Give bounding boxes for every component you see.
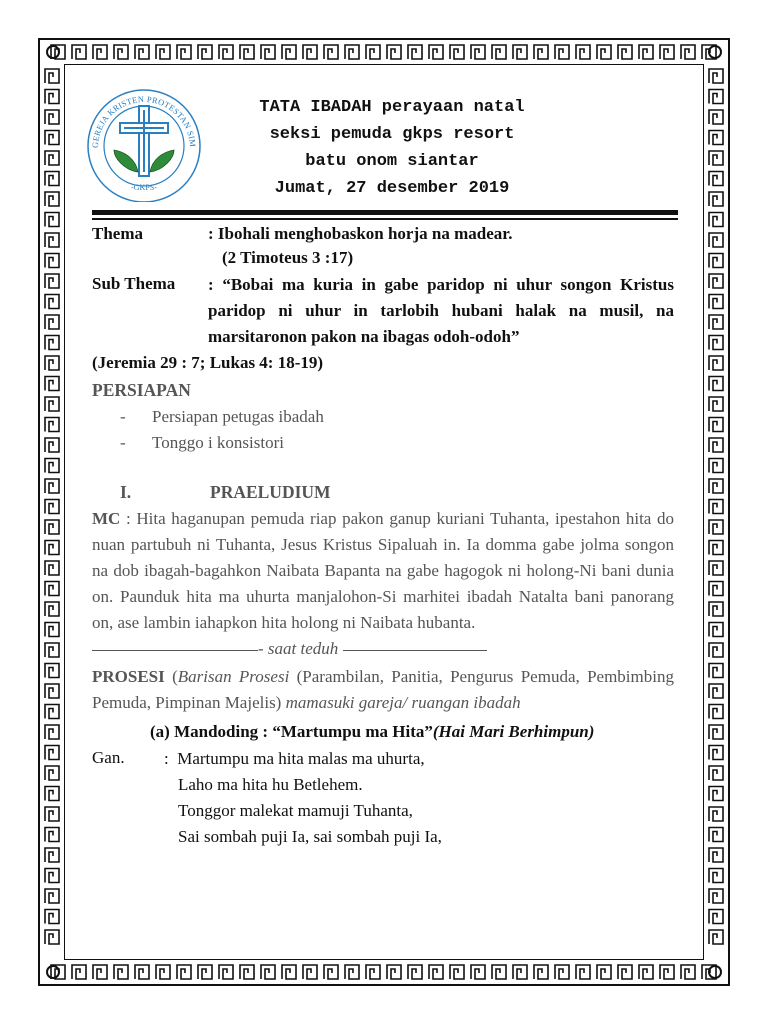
saat-teduh-divider: [92, 638, 674, 660]
song-subtitle: (Hai Mari Berhimpun): [432, 722, 595, 741]
list-item: - Persiapan petugas ibadah: [120, 407, 324, 426]
greek-key-border-right: [706, 64, 726, 960]
greek-key-border-bottom: [44, 962, 724, 982]
prosesi-paragraph: PROSESI (Barisan Prosesi (Parambilan, Panitia, Pengurus Pemuda, Pembimbing Pemuda, Pimpinan Majelis) mamasuki gareja/ ruangan ibadah: [92, 667, 674, 712]
thema-label: Thema: [92, 224, 143, 243]
saat-teduh-text: - saat teduh: [258, 639, 339, 658]
sub-thema-text: : “Bobai ma kuria in gabe paridop ni uhur songon Kristus paridop ni uhur in tarlobih hubani halak na musil, na marsitaronon pakon na ibagas odoh-odoh”: [208, 275, 674, 346]
song-heading: (a) Mandoding : “Martumpu ma Hita”(Hai Mari Berhimpun): [150, 722, 595, 741]
header-date: Jumat, 27 desember 2019: [274, 179, 510, 198]
persiapan-heading: PERSIAPAN: [92, 380, 191, 400]
persiapan-list: [92, 404, 674, 456]
header-line: seksi pemuda gkps resort: [269, 125, 515, 144]
corner-circle-icon: [705, 42, 725, 62]
song-title: “Martumpu ma Hita”: [272, 722, 433, 741]
logo-ring-text: GEREJA KRISTEN PROTESTAN SIM: [90, 94, 198, 149]
song-lyrics: [92, 746, 674, 850]
mc-paragraph: [92, 506, 674, 636]
header-line: TATA IBADAH perayaan natal: [259, 98, 525, 117]
gkps-logo: [84, 86, 204, 202]
thema-row: [92, 222, 674, 270]
header-divider-thin: [92, 218, 678, 220]
lyric-line: : Martumpu ma hita malas ma uhurta,: [164, 749, 425, 768]
sub-thema-label: Sub Thema: [92, 274, 176, 293]
thema-text: : Ibohali menghobaskon horja na madear.: [208, 224, 513, 243]
sub-thema-row: [92, 272, 674, 350]
section-heading: [92, 480, 674, 504]
corner-circle-icon: [43, 42, 63, 62]
sub-thema-ref: (Jeremia 29 : 7; Lukas 4: 18-19): [92, 353, 324, 372]
header-line: batu onom siantar: [305, 152, 479, 171]
greek-key-border-top: [44, 42, 724, 62]
prosesi-label: PROSESI: [92, 667, 165, 686]
gan-label: Gan.: [92, 748, 125, 767]
document-body: [92, 222, 674, 850]
list-item: - Tonggo i konsistori: [120, 433, 284, 452]
section-number: I.: [120, 482, 132, 502]
greek-key-border-left: [42, 64, 62, 960]
corner-circle-icon: [43, 962, 63, 982]
logo-abbr: -GKPS-: [131, 183, 157, 192]
section-title: PRAELUDIUM: [210, 482, 331, 502]
lyric-line: Sai sombah puji Ia, sai sombah puji Ia,: [178, 827, 442, 846]
mc-text: : Hita haganupan pemuda riap pakon ganup kuriani Tuhanta, ipestahon hita do nuan partubuh ni Tuhanta, Jesus Kristus Sipaluah in. Ia domma gabe jolma songon na dob ibagah-bagahkon Naibata Bapanta na gabe hagogok ni holong-Ni bani dunia on. Paunduk hita ma uhurta manjalohon-Si marhitei ibadah Natalta bani panorang on, ase lambin iahapkon hita holong ni Naibata hubanta.: [92, 509, 674, 632]
lyric-line: Laho ma hita hu Betlehem.: [178, 775, 363, 794]
header-title: [222, 94, 562, 202]
corner-circle-icon: [705, 962, 725, 982]
thema-ref: (2 Timoteus 3 :17): [222, 248, 354, 267]
lyric-line: Tonggor malekat mamuji Tuhanta,: [178, 801, 413, 820]
header-divider: [92, 210, 678, 215]
mc-label: MC: [92, 509, 121, 528]
